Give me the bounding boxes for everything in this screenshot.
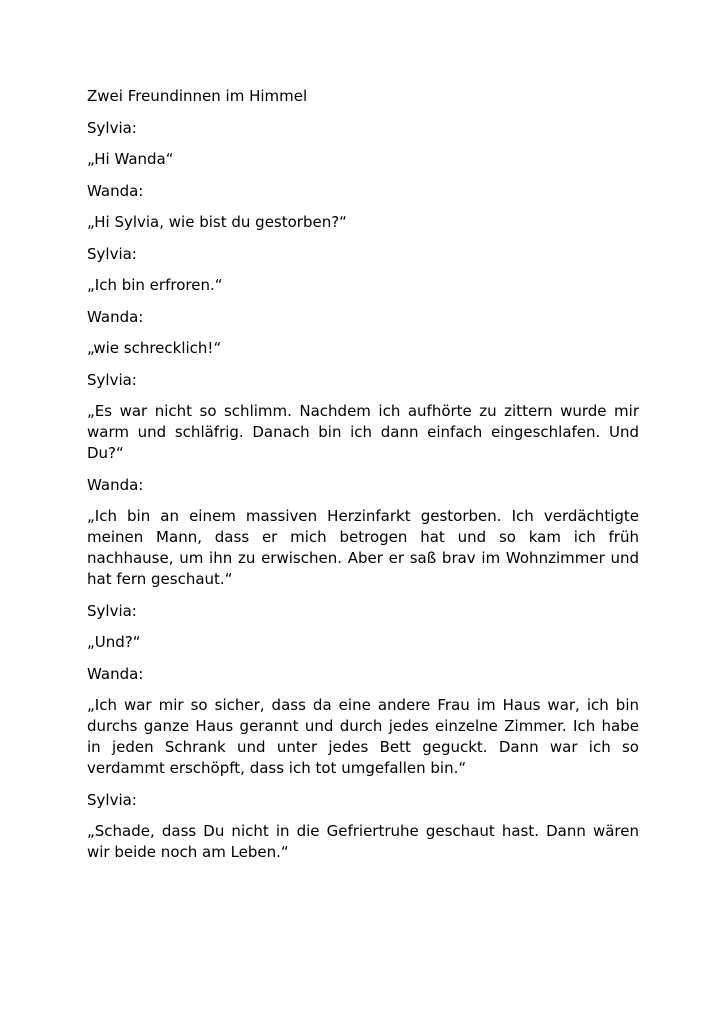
dialogue-paragraph: „Es war nicht so schlimm. Nachdem ich aufhörte zu zittern wurde mir warm und schläfrig. Danach bin ich dann einfach eingeschlafen. Und Du?“: [87, 402, 639, 462]
dialogue-line: „Hi Sylvia, wie bist du gestorben?“: [87, 213, 347, 231]
dialogue-line: „Und?“: [87, 633, 141, 651]
speaker-label: Sylvia:: [87, 118, 137, 137]
dialogue-line: „Hi Wanda“: [87, 150, 174, 168]
dialogue-paragraph: „Schade, dass Du nicht in die Gefriertruhe geschaut hast. Dann wären wir beide noch am Leben.“: [87, 822, 639, 861]
speaker-label: Wanda:: [87, 475, 144, 494]
speaker-label: Wanda:: [87, 181, 144, 200]
speaker-label: Sylvia:: [87, 790, 137, 809]
speaker-label: Wanda:: [87, 307, 144, 326]
dialogue-line: „wie schrecklich!“: [87, 339, 222, 357]
document-body: [87, 86, 639, 874]
document-title: Zwei Freundinnen im Himmel: [87, 87, 308, 105]
dialogue-line: „Ich bin erfroren.“: [87, 276, 223, 294]
speaker-label: Wanda:: [87, 664, 144, 683]
speaker-label: Sylvia:: [87, 601, 137, 620]
dialogue-paragraph: „Ich war mir so sicher, dass da eine andere Frau im Haus war, ich bin durchs ganze Haus gerannt und durch jedes einzelne Zimmer. Ich habe in jeden Schrank und unter jedes Bett geguckt. Dann war ich so verdammt erschöpft, dass ich tot umgefallen bin.“: [87, 696, 639, 777]
speaker-label: Sylvia:: [87, 244, 137, 263]
dialogue-paragraph: „Ich bin an einem massiven Herzinfarkt gestorben. Ich verdächtigte meinen Mann, dass er mich betrogen hat und so kam ich früh nachhause, um ihn zu erwischen. Aber er saß brav im Wohnzimmer und hat fern geschaut.“: [87, 507, 639, 588]
speaker-label: Sylvia:: [87, 370, 137, 389]
